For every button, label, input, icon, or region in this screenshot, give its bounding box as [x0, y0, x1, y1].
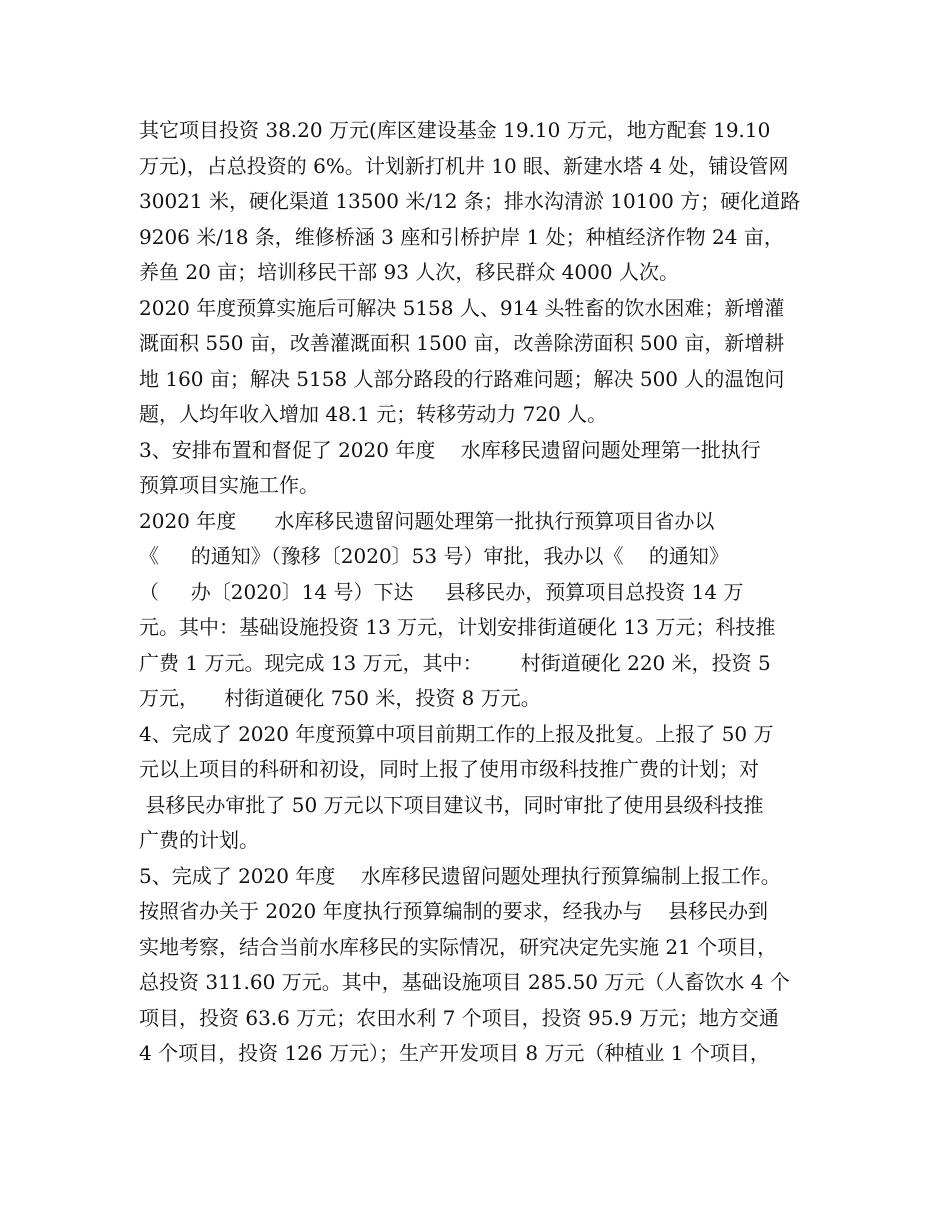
text-line: 项目，投资 63.6 万元；农田水利 7 个项目，投资 95.9 万元；地方交通	[139, 1005, 779, 1030]
text-line: 题，人均年收入增加 48.1 元；转移劳动力 720 人。	[139, 402, 608, 426]
text-line: 广费 1 万元。现完成 13 万元，其中： 村街道硬化 220 米，投资 5	[139, 650, 771, 675]
text-line: 4、完成了 2020 年度预算中项目前期工作的上报及批复。上报了 50 万	[139, 721, 774, 746]
text-line: 元以上项目的科研和初设，同时上报了使用市级科技推广费的计划；对	[139, 757, 759, 781]
text-line: 9206 米/18 条，维修桥涵 3 座和引桥护岸 1 处；种植经济作物 24 亩，	[139, 224, 784, 249]
text-line: 万元， 村街道硬化 750 米，投资 8 万元。	[139, 686, 541, 710]
text-line: （ 办〔2020〕14 号）下达 县移民办，预算项目总投资 14 万	[139, 579, 744, 604]
text-line: 4 个项目，投资 126 万元）；生产开发项目 8 万元（种植业 1 个项目，	[139, 1041, 770, 1065]
text-line: 5、完成了 2020 年度 水库移民遗留问题处理执行预算编制上报工作。	[139, 863, 781, 888]
text-line: 县移民办审批了 50 万元以下项目建议书，同时审批了使用县级科技推	[139, 792, 764, 817]
text-line: 其它项目投资 38.20 万元(库区建设基金 19.10 万元，地方配套 19.10	[139, 118, 771, 142]
text-line: 总投资 311.60 万元。其中，基础设施项目 285.50 万元（人畜饮水 4 个	[139, 970, 790, 994]
document-body	[139, 113, 829, 1072]
text-line: 3、安排布置和督促了 2020 年度 水库移民遗留问题处理第一批执行	[139, 437, 761, 462]
text-line: 2020 年度 水库移民遗留问题处理第一批执行预算项目省办以	[139, 508, 715, 533]
text-line: 2020 年度预算实施后可解决 5158 人、914 头牲畜的饮水困难；新增灌	[139, 295, 785, 320]
text-line: 《 的通知》（豫移〔2020〕53 号）审批，我办以《 的通知》	[139, 544, 729, 568]
text-line: 预算项目实施工作。	[139, 473, 319, 497]
text-line: 元。其中：基础设施投资 13 万元，计划安排街道硬化 13 万元；科技推	[139, 615, 776, 639]
text-line: 溉面积 550 亩，改善灌溉面积 1500 亩，改善除涝面积 500 亩，新增耕	[139, 331, 785, 355]
text-line: 广费的计划。	[139, 828, 259, 852]
text-line: 按照省办关于 2020 年度执行预算编制的要求，经我办与 县移民办到	[139, 899, 769, 923]
text-line: 30021 米，硬化渠道 13500 米/12 条；排水沟清淤 10100 方；硬化道路	[139, 189, 801, 213]
text-line: 实地考察，结合当前水库移民的实际情况，研究决定先实施 21 个项目，	[139, 934, 778, 959]
text-line: 养鱼 20 亩；培训移民干部 93 人次，移民群众 4000 人次。	[139, 260, 679, 284]
text-line: 地 160 亩；解决 5158 人部分路段的行路难问题；解决 500 人的温饱问	[139, 366, 785, 391]
text-line: 万元)，占总投资的 6%。计划新打机井 10 眼、新建水塔 4 处，铺设管网	[139, 153, 789, 178]
